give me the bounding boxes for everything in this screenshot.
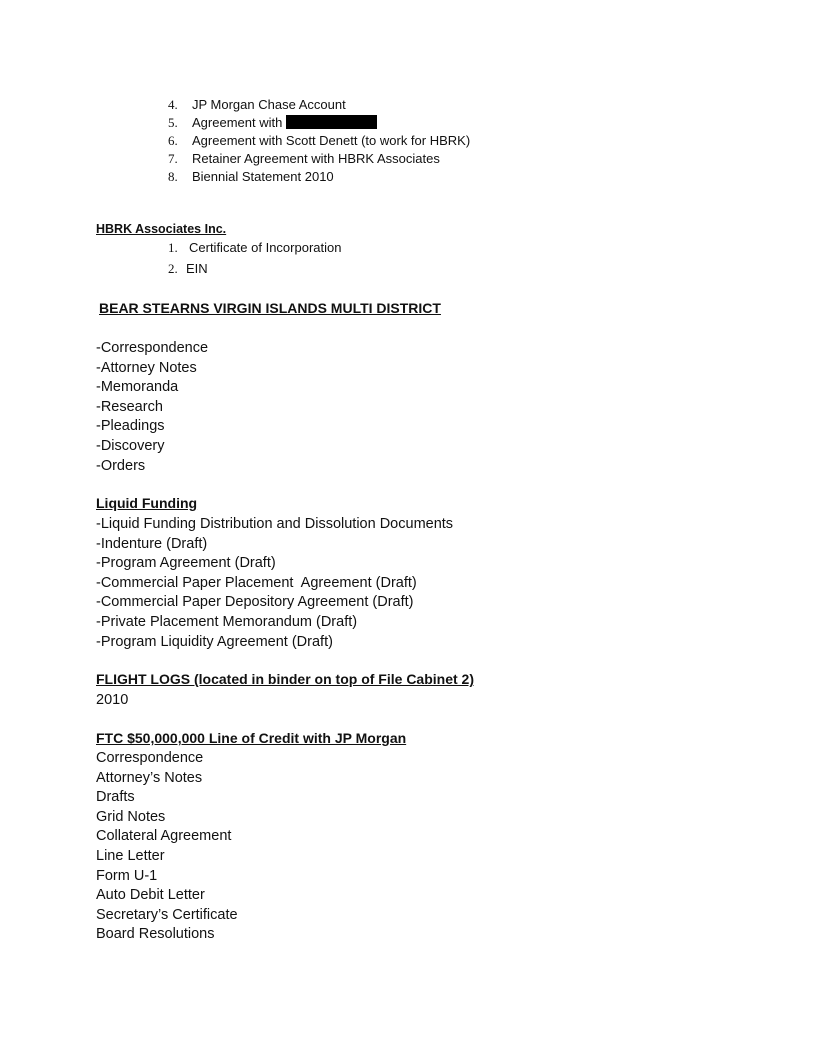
list-text: Certificate of Incorporation [189,240,342,255]
list-item: -Orders [96,457,146,474]
list-item: Form U-1 [96,867,158,884]
list-item: Auto Debit Letter [96,887,205,904]
list-number: 8. [168,169,178,184]
list-item: -Private Placement Memorandum (Draft) [96,613,358,630]
list-item: Attorney’s Notes [96,769,203,786]
list-item: -Commercial Paper Depository Agreement (Draft) [96,594,414,611]
list-item [168,168,568,186]
list-item: 2010 [96,692,129,708]
section-heading-flight-logs: FLIGHT LOGS (located in binder on top of File Cabinet 2) [96,671,474,687]
list-item [168,150,568,168]
list-item: Drafts [96,789,135,806]
list-item: -Pleadings [96,418,165,435]
ftc-list [96,749,238,945]
list-text: JP Morgan Chase Account [192,97,346,112]
list-item: -Correspondence [96,340,209,356]
list-item: -Program Liquidity Agreement (Draft) [96,633,333,650]
list-text: EIN [186,261,208,276]
list-item [168,132,568,150]
numbered-list-top [168,96,568,186]
list-item [168,260,468,278]
list-number: 2. [168,261,178,276]
list-number: 7. [168,151,178,166]
list-item: Board Resolutions [96,926,215,943]
list-text-with-redaction [192,114,377,132]
list-item [168,96,568,114]
list-item [168,239,468,260]
list-item: -Commercial Paper Placement Agreement (Draft) [96,574,417,591]
redaction-block [286,115,377,129]
list-number: 6. [168,133,178,148]
list-item: Secretary’s Certificate [96,906,238,923]
list-number: 4. [168,97,178,112]
flight-logs-list [96,691,128,711]
section-heading-liquid-funding: Liquid Funding [96,495,198,511]
list-item: -Attorney Notes [96,359,197,376]
bear-stearns-list [96,339,208,476]
list-item: Collateral Agreement [96,828,232,845]
section-heading-ftc-line-of-credit: FTC $50,000,000 Line of Credit with JP Morgan [96,730,407,746]
list-item: Line Letter [96,847,165,864]
list-item: Correspondence [96,750,204,766]
list-text: Agreement with Scott Denett (to work for HBRK) [192,133,471,148]
section-heading-hbrk: HBRK Associates Inc. [96,222,227,236]
list-item: -Discovery [96,437,165,454]
list-number: 5. [168,115,178,130]
list-text: Agreement with [192,115,283,130]
list-item [168,114,568,132]
numbered-list-hbrk [168,239,468,278]
list-item: -Liquid Funding Distribution and Dissolution Documents [96,516,454,532]
list-item: Grid Notes [96,808,166,825]
list-text: Biennial Statement 2010 [192,169,334,184]
list-item: -Program Agreement (Draft) [96,555,276,572]
list-text: Retainer Agreement with HBRK Associates [192,151,440,166]
liquid-funding-list [96,515,453,652]
list-number: 1. [168,240,178,255]
list-item: -Memoranda [96,379,179,396]
section-heading-bear-stearns: BEAR STEARNS VIRGIN ISLANDS MULTI DISTRICT [99,300,441,316]
list-item: -Research [96,398,163,415]
list-item: -Indenture (Draft) [96,535,208,552]
